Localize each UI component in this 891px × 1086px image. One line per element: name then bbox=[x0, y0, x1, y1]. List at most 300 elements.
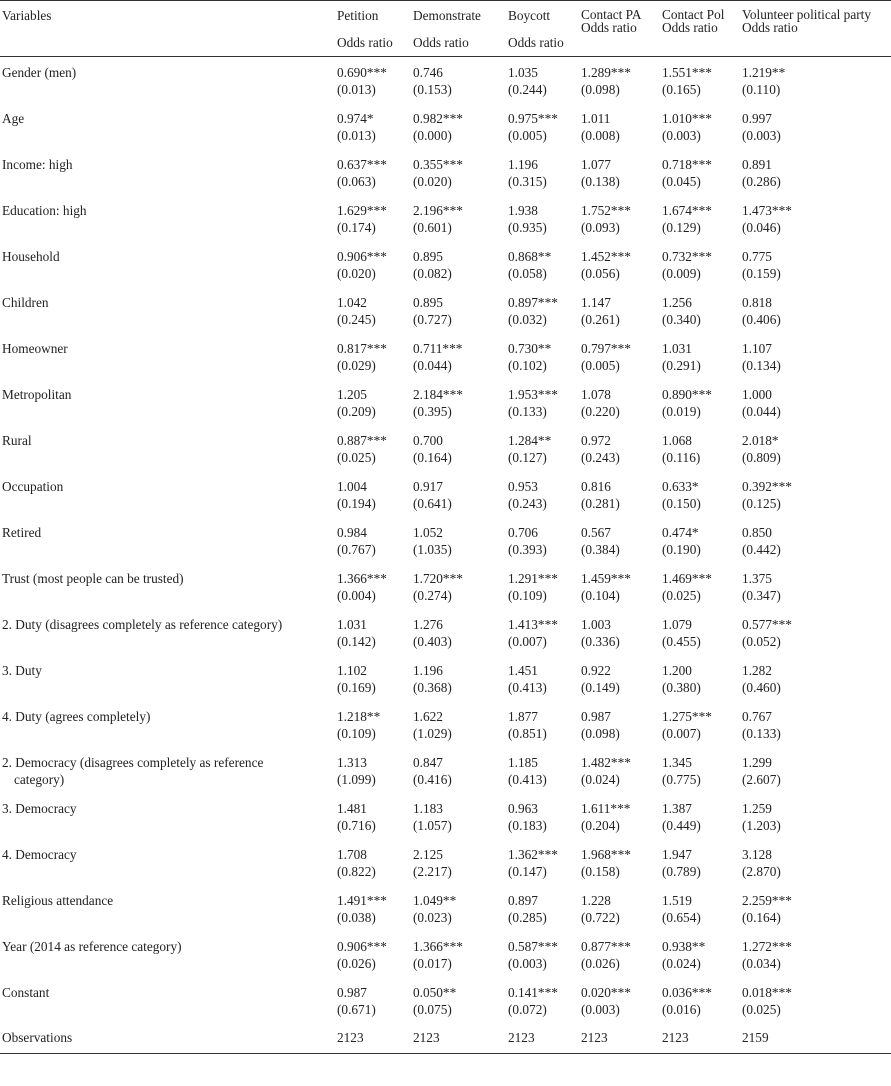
observations-label: Observations bbox=[2, 1030, 73, 1045]
coef-cell: 0.847 bbox=[413, 755, 443, 770]
se-cell: (0.654) bbox=[662, 910, 701, 925]
coef-cell: 0.877*** bbox=[581, 939, 631, 954]
variable-label-cont bbox=[0, 540, 335, 563]
se-cell: (2.217) bbox=[413, 864, 452, 879]
coef-cell: 1.219** bbox=[742, 65, 786, 80]
table-row-se bbox=[0, 126, 891, 149]
table-row-coef bbox=[0, 57, 891, 81]
se-cell: (0.393) bbox=[508, 542, 547, 557]
se-cell: (0.005) bbox=[508, 128, 547, 143]
table-row-coef bbox=[0, 195, 891, 218]
coef-cell: 0.567 bbox=[581, 525, 611, 540]
coef-cell: 1.228 bbox=[581, 893, 611, 908]
se-cell: (0.116) bbox=[662, 450, 701, 465]
se-cell: (1.099) bbox=[337, 772, 376, 787]
se-cell: (0.169) bbox=[337, 680, 376, 695]
table-row-se bbox=[0, 540, 891, 563]
coef-cell: 1.299 bbox=[742, 755, 772, 770]
se-cell: (0.291) bbox=[662, 358, 701, 373]
se-cell: (0.158) bbox=[581, 864, 620, 879]
coef-cell: 1.196 bbox=[413, 663, 443, 678]
coef-cell: 1.938 bbox=[508, 203, 538, 218]
se-cell: (0.149) bbox=[581, 680, 620, 695]
coef-cell: 2.184*** bbox=[413, 387, 463, 402]
variable-label: Rural bbox=[2, 433, 32, 448]
coef-cell: 0.895 bbox=[413, 295, 443, 310]
coef-cell: 1.079 bbox=[662, 617, 692, 632]
table-row-coef bbox=[0, 747, 891, 770]
se-cell: (0.165) bbox=[662, 82, 701, 97]
variable-label: 4. Democracy bbox=[2, 847, 77, 862]
coef-cell: 1.968*** bbox=[581, 847, 631, 862]
coef-cell: 1.366*** bbox=[413, 939, 463, 954]
coef-cell: 0.922 bbox=[581, 663, 611, 678]
se-cell: (0.034) bbox=[742, 956, 781, 971]
table-row-se bbox=[0, 172, 891, 195]
coef-cell: 1.077 bbox=[581, 157, 611, 172]
se-cell: (0.013) bbox=[337, 128, 376, 143]
table-row-coef bbox=[0, 471, 891, 494]
variable-label: Children bbox=[2, 295, 49, 310]
coef-cell: 3.128 bbox=[742, 847, 772, 862]
header-col-contact-pa: Contact PA Odds ratio bbox=[581, 7, 642, 35]
variable-label: Metropolitan bbox=[2, 387, 72, 402]
coef-cell: 1.284** bbox=[508, 433, 552, 448]
variable-label: Year (2014 as reference category) bbox=[2, 939, 182, 954]
se-cell: (0.159) bbox=[742, 266, 781, 281]
coef-cell: 0.050** bbox=[413, 985, 457, 1000]
se-cell: (0.340) bbox=[662, 312, 701, 327]
variable-label-cont bbox=[0, 678, 335, 701]
variable-label-cont bbox=[0, 494, 335, 517]
table-row-se bbox=[0, 862, 891, 885]
se-cell: (0.315) bbox=[508, 174, 547, 189]
variable-label-cont: category) bbox=[14, 772, 65, 787]
se-cell: (0.013) bbox=[337, 82, 376, 97]
se-cell: (0.380) bbox=[662, 680, 701, 695]
coef-cell: 1.042 bbox=[337, 295, 367, 310]
coef-cell: 1.010*** bbox=[662, 111, 712, 126]
coef-cell: 1.102 bbox=[337, 663, 367, 678]
coef-cell: 1.282 bbox=[742, 663, 772, 678]
table-row-se bbox=[0, 816, 891, 839]
observations-cell: 2123 bbox=[662, 1030, 689, 1045]
table-header-row bbox=[0, 1, 891, 57]
coef-cell: 0.974* bbox=[337, 111, 374, 126]
se-cell: (0.194) bbox=[337, 496, 376, 511]
variable-label: 4. Duty (agrees completely) bbox=[2, 709, 151, 724]
coef-cell: 0.767 bbox=[742, 709, 772, 724]
coef-cell: 0.746 bbox=[413, 65, 443, 80]
coef-cell: 1.375 bbox=[742, 571, 772, 586]
se-cell: (0.243) bbox=[508, 496, 547, 511]
se-cell: (1.203) bbox=[742, 818, 781, 833]
coef-cell: 1.147 bbox=[581, 295, 611, 310]
se-cell: (1.057) bbox=[413, 818, 452, 833]
se-cell: (0.003) bbox=[742, 128, 781, 143]
coef-cell: 0.982*** bbox=[413, 111, 463, 126]
coef-cell: 0.987 bbox=[337, 985, 367, 1000]
se-cell: (0.460) bbox=[742, 680, 781, 695]
coef-cell: 2.259*** bbox=[742, 893, 792, 908]
variable-label-cont bbox=[0, 816, 335, 839]
se-cell: (2.607) bbox=[742, 772, 781, 787]
table-row-coef bbox=[0, 379, 891, 402]
se-cell: (0.134) bbox=[742, 358, 781, 373]
table-row-coef bbox=[0, 609, 891, 632]
se-cell: (0.008) bbox=[581, 128, 620, 143]
table-row-observations bbox=[0, 1023, 891, 1053]
coef-cell: 1.107 bbox=[742, 341, 772, 356]
coef-cell: 0.730** bbox=[508, 341, 552, 356]
coef-cell: 0.018*** bbox=[742, 985, 792, 1000]
se-cell: (0.209) bbox=[337, 404, 376, 419]
coef-cell: 0.711*** bbox=[413, 341, 463, 356]
coef-cell: 0.906*** bbox=[337, 249, 387, 264]
se-cell: (0.851) bbox=[508, 726, 547, 741]
coef-cell: 0.987 bbox=[581, 709, 611, 724]
coef-cell: 2.125 bbox=[413, 847, 443, 862]
variable-label: Retired bbox=[2, 525, 42, 540]
se-cell: (0.024) bbox=[581, 772, 620, 787]
se-cell: (0.244) bbox=[508, 82, 547, 97]
variable-label: Household bbox=[2, 249, 60, 264]
se-cell: (0.767) bbox=[337, 542, 376, 557]
se-cell: (0.164) bbox=[413, 450, 452, 465]
se-cell: (0.406) bbox=[742, 312, 781, 327]
se-cell: (0.044) bbox=[413, 358, 452, 373]
coef-cell: 1.482*** bbox=[581, 755, 631, 770]
se-cell: (0.056) bbox=[581, 266, 620, 281]
se-cell: (0.133) bbox=[742, 726, 781, 741]
variable-label-cont bbox=[0, 954, 335, 977]
variable-label-cont bbox=[0, 126, 335, 149]
coef-cell: 1.452*** bbox=[581, 249, 631, 264]
coef-cell: 0.975*** bbox=[508, 111, 558, 126]
variable-label-cont bbox=[0, 402, 335, 425]
se-cell: (0.016) bbox=[662, 1002, 701, 1017]
variable-label-cont bbox=[0, 586, 335, 609]
coef-cell: 0.895 bbox=[413, 249, 443, 264]
coef-cell: 1.953*** bbox=[508, 387, 558, 402]
se-cell: (0.671) bbox=[337, 1002, 376, 1017]
coef-cell: 1.000 bbox=[742, 387, 772, 402]
coef-cell: 1.218** bbox=[337, 709, 381, 724]
observations-cell: 2123 bbox=[581, 1030, 608, 1045]
coef-cell: 0.700 bbox=[413, 433, 443, 448]
se-cell: (0.026) bbox=[337, 956, 376, 971]
variable-label: Gender (men) bbox=[2, 65, 77, 80]
coef-cell: 1.752*** bbox=[581, 203, 631, 218]
header-col-volunteer: Volunteer political party Odds ratio bbox=[742, 7, 871, 35]
coef-cell: 0.850 bbox=[742, 525, 772, 540]
se-cell: (0.147) bbox=[508, 864, 547, 879]
se-cell: (0.716) bbox=[337, 818, 376, 833]
coef-cell: 1.362*** bbox=[508, 847, 558, 862]
table-row-coef bbox=[0, 885, 891, 908]
se-cell: (0.019) bbox=[662, 404, 701, 419]
se-cell: (0.007) bbox=[508, 634, 547, 649]
se-cell: (0.007) bbox=[662, 726, 701, 741]
header-variables: Variables bbox=[2, 8, 52, 23]
variable-label: Age bbox=[2, 111, 25, 126]
se-cell: (0.110) bbox=[742, 82, 781, 97]
se-cell: (0.204) bbox=[581, 818, 620, 833]
se-cell: (0.133) bbox=[508, 404, 547, 419]
coef-cell: 1.947 bbox=[662, 847, 692, 862]
table-row-se bbox=[0, 724, 891, 747]
coef-cell: 1.183 bbox=[413, 801, 443, 816]
variable-label-cont bbox=[0, 264, 335, 287]
coef-cell: 1.473*** bbox=[742, 203, 792, 218]
coef-cell: 1.481 bbox=[337, 801, 367, 816]
coef-cell: 1.674*** bbox=[662, 203, 712, 218]
se-cell: (0.416) bbox=[413, 772, 452, 787]
se-cell: (0.098) bbox=[581, 726, 620, 741]
variable-label-cont bbox=[0, 172, 335, 195]
coef-cell: 0.897 bbox=[508, 893, 538, 908]
coef-cell: 0.392*** bbox=[742, 479, 792, 494]
header-col-petition: Petition Odds ratio bbox=[337, 8, 393, 50]
coef-cell: 0.141*** bbox=[508, 985, 558, 1000]
header-col-demonstrate: Demonstrate Odds ratio bbox=[413, 8, 481, 50]
coef-cell: 1.413*** bbox=[508, 617, 558, 632]
se-cell: (0.395) bbox=[413, 404, 452, 419]
table-row-se bbox=[0, 218, 891, 241]
se-cell: (0.125) bbox=[742, 496, 781, 511]
se-cell: (0.044) bbox=[742, 404, 781, 419]
table-row-coef bbox=[0, 425, 891, 448]
coef-cell: 1.629*** bbox=[337, 203, 387, 218]
se-cell: (0.032) bbox=[508, 312, 547, 327]
se-cell: (0.403) bbox=[413, 634, 452, 649]
coef-cell: 1.196 bbox=[508, 157, 538, 172]
table-row-se bbox=[0, 494, 891, 517]
coef-cell: 0.797*** bbox=[581, 341, 631, 356]
coef-cell: 1.272*** bbox=[742, 939, 792, 954]
se-cell: (0.003) bbox=[581, 1002, 620, 1017]
se-cell: (0.727) bbox=[413, 312, 452, 327]
variable-label-cont bbox=[0, 724, 335, 747]
coef-cell: 1.720*** bbox=[413, 571, 463, 586]
coef-cell: 1.276 bbox=[413, 617, 443, 632]
coef-cell: 0.036*** bbox=[662, 985, 712, 1000]
coef-cell: 1.078 bbox=[581, 387, 611, 402]
variable-label: 3. Democracy bbox=[2, 801, 77, 816]
se-cell: (0.722) bbox=[581, 910, 620, 925]
table-row-se bbox=[0, 632, 891, 655]
variable-label-cont bbox=[0, 218, 335, 241]
table-row-coef bbox=[0, 563, 891, 586]
coef-cell: 1.275*** bbox=[662, 709, 712, 724]
se-cell: (0.017) bbox=[413, 956, 452, 971]
header-col-contact-pol: Contact Pol Odds ratio bbox=[662, 7, 725, 35]
se-cell: (0.822) bbox=[337, 864, 376, 879]
coef-cell: 1.031 bbox=[662, 341, 692, 356]
se-cell: (0.052) bbox=[742, 634, 781, 649]
coef-cell: 2.018* bbox=[742, 433, 779, 448]
coef-cell: 0.972 bbox=[581, 433, 611, 448]
variable-label-cont bbox=[0, 862, 335, 885]
coef-cell: 1.259 bbox=[742, 801, 772, 816]
coef-cell: 0.897*** bbox=[508, 295, 558, 310]
table-row-coef bbox=[0, 103, 891, 126]
coef-cell: 0.890*** bbox=[662, 387, 712, 402]
se-cell: (0.025) bbox=[742, 1002, 781, 1017]
se-cell: (0.142) bbox=[337, 634, 376, 649]
se-cell: (0.098) bbox=[581, 82, 620, 97]
se-cell: (0.075) bbox=[413, 1002, 452, 1017]
table-row-coef bbox=[0, 517, 891, 540]
coef-cell: 1.551*** bbox=[662, 65, 712, 80]
se-cell: (0.261) bbox=[581, 312, 620, 327]
coef-cell: 0.953 bbox=[508, 479, 538, 494]
se-cell: (0.025) bbox=[337, 450, 376, 465]
se-cell: (0.935) bbox=[508, 220, 547, 235]
table-row-se bbox=[0, 586, 891, 609]
table-row-coef bbox=[0, 149, 891, 172]
coef-cell: 0.577*** bbox=[742, 617, 792, 632]
coef-cell: 0.887*** bbox=[337, 433, 387, 448]
coef-cell: 2.196*** bbox=[413, 203, 463, 218]
se-cell: (0.449) bbox=[662, 818, 701, 833]
variable-label-cont bbox=[0, 310, 335, 333]
table-row-coef bbox=[0, 793, 891, 816]
se-cell: (0.442) bbox=[742, 542, 781, 557]
coef-cell: 1.611*** bbox=[581, 801, 631, 816]
se-cell: (0.245) bbox=[337, 312, 376, 327]
se-cell: (0.641) bbox=[413, 496, 452, 511]
coef-cell: 0.817*** bbox=[337, 341, 387, 356]
se-cell: (0.183) bbox=[508, 818, 547, 833]
coef-cell: 1.345 bbox=[662, 755, 692, 770]
se-cell: (0.384) bbox=[581, 542, 620, 557]
se-cell: (0.063) bbox=[337, 174, 376, 189]
se-cell: (0.009) bbox=[662, 266, 701, 281]
se-cell: (0.809) bbox=[742, 450, 781, 465]
coef-cell: 1.256 bbox=[662, 295, 692, 310]
table-row-se bbox=[0, 80, 891, 103]
coef-cell: 1.205 bbox=[337, 387, 367, 402]
se-cell: (0.046) bbox=[742, 220, 781, 235]
se-cell: (0.102) bbox=[508, 358, 547, 373]
table-row-se bbox=[0, 264, 891, 287]
table-row-coef bbox=[0, 655, 891, 678]
se-cell: (0.104) bbox=[581, 588, 620, 603]
se-cell: (0.789) bbox=[662, 864, 701, 879]
coef-cell: 0.474* bbox=[662, 525, 699, 540]
table-row-se bbox=[0, 908, 891, 931]
observations-cell: 2123 bbox=[508, 1030, 535, 1045]
se-cell: (0.004) bbox=[337, 588, 376, 603]
coef-cell: 0.818 bbox=[742, 295, 772, 310]
variable-label-cont bbox=[0, 448, 335, 471]
coef-cell: 1.491*** bbox=[337, 893, 387, 908]
variable-label: 3. Duty bbox=[2, 663, 42, 678]
se-cell: (0.413) bbox=[508, 680, 547, 695]
table-row-se bbox=[0, 402, 891, 425]
coef-cell: 0.997 bbox=[742, 111, 772, 126]
se-cell: (0.150) bbox=[662, 496, 701, 511]
se-cell: (0.058) bbox=[508, 266, 547, 281]
coef-cell: 0.718*** bbox=[662, 157, 712, 172]
table-row-se bbox=[0, 678, 891, 701]
variable-label: Religious attendance bbox=[2, 893, 114, 908]
coef-cell: 1.459*** bbox=[581, 571, 631, 586]
se-cell: (0.127) bbox=[508, 450, 547, 465]
coef-cell: 0.984 bbox=[337, 525, 367, 540]
coef-cell: 1.387 bbox=[662, 801, 692, 816]
coef-cell: 1.366*** bbox=[337, 571, 387, 586]
observations-cell: 2123 bbox=[337, 1030, 364, 1045]
se-cell: (0.153) bbox=[413, 82, 452, 97]
coef-cell: 0.732*** bbox=[662, 249, 712, 264]
se-cell: (0.082) bbox=[413, 266, 452, 281]
se-cell: (0.025) bbox=[662, 588, 701, 603]
se-cell: (0.020) bbox=[337, 266, 376, 281]
variable-label: 2. Duty (disagrees completely as reference category) bbox=[2, 617, 283, 632]
observations-cell: 2123 bbox=[413, 1030, 440, 1045]
se-cell: (0.000) bbox=[413, 128, 452, 143]
table-row-coef bbox=[0, 287, 891, 310]
variable-label: Constant bbox=[2, 985, 50, 1000]
se-cell: (0.368) bbox=[413, 680, 452, 695]
header-col-boycott: Boycott Odds ratio bbox=[508, 8, 564, 50]
se-cell: (0.336) bbox=[581, 634, 620, 649]
se-cell: (0.286) bbox=[742, 174, 781, 189]
coef-cell: 1.003 bbox=[581, 617, 611, 632]
coef-cell: 1.004 bbox=[337, 479, 367, 494]
se-cell: (0.347) bbox=[742, 588, 781, 603]
se-cell: (1.035) bbox=[413, 542, 452, 557]
se-cell: (0.285) bbox=[508, 910, 547, 925]
variable-label: Education: high bbox=[2, 203, 87, 218]
coef-cell: 1.469*** bbox=[662, 571, 712, 586]
coef-cell: 0.706 bbox=[508, 525, 538, 540]
se-cell: (0.274) bbox=[413, 588, 452, 603]
variable-label: Occupation bbox=[2, 479, 64, 494]
coef-cell: 1.451 bbox=[508, 663, 538, 678]
coef-cell: 0.355*** bbox=[413, 157, 463, 172]
se-cell: (0.601) bbox=[413, 220, 452, 235]
se-cell: (0.455) bbox=[662, 634, 701, 649]
coef-cell: 0.637*** bbox=[337, 157, 387, 172]
se-cell: (0.129) bbox=[662, 220, 701, 235]
coef-cell: 0.938** bbox=[662, 939, 706, 954]
se-cell: (0.109) bbox=[508, 588, 547, 603]
coef-cell: 1.035 bbox=[508, 65, 538, 80]
coef-cell: 0.917 bbox=[413, 479, 443, 494]
variable-label-cont bbox=[0, 356, 335, 379]
se-cell: (0.243) bbox=[581, 450, 620, 465]
se-cell: (0.023) bbox=[413, 910, 452, 925]
table-row-coef bbox=[0, 241, 891, 264]
coef-cell: 0.906*** bbox=[337, 939, 387, 954]
se-cell: (0.029) bbox=[337, 358, 376, 373]
se-cell: (0.281) bbox=[581, 496, 620, 511]
coef-cell: 0.816 bbox=[581, 479, 611, 494]
variable-label-line1: 2. Democracy (disagrees completely as reference bbox=[2, 755, 264, 770]
table-row-coef bbox=[0, 333, 891, 356]
coef-cell: 0.633* bbox=[662, 479, 699, 494]
coef-cell: 1.049** bbox=[413, 893, 457, 908]
variable-label: Homeowner bbox=[2, 341, 68, 356]
variable-label-cont bbox=[0, 632, 335, 655]
se-cell: (0.174) bbox=[337, 220, 376, 235]
se-cell: (0.020) bbox=[413, 174, 452, 189]
table-row-se bbox=[0, 356, 891, 379]
se-cell: (0.045) bbox=[662, 174, 701, 189]
